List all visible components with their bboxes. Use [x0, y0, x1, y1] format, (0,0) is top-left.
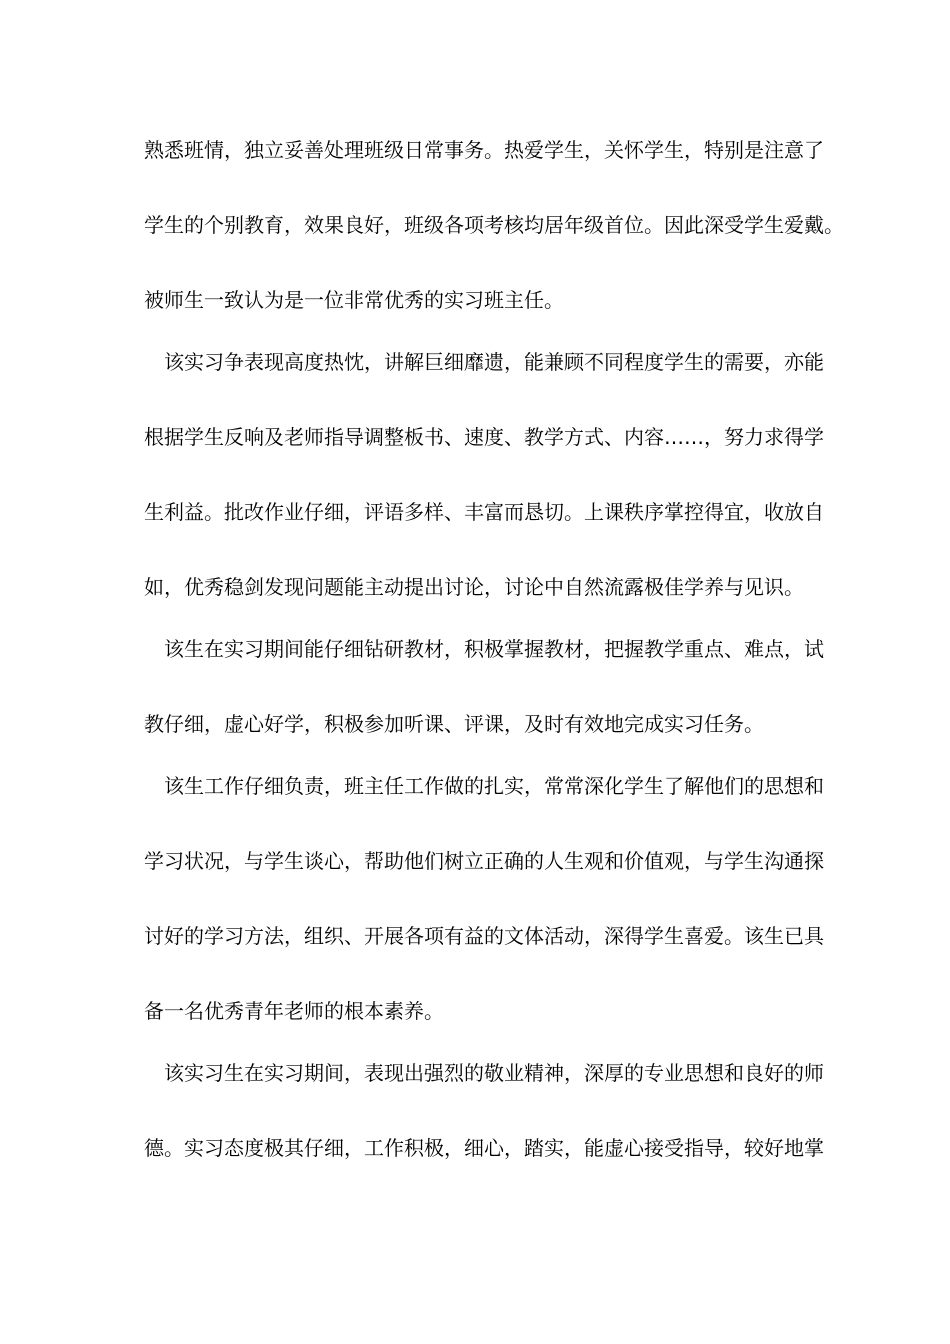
- text-line-5: 根据学生反响及老师指导调整板书、速度、教学方式、内容……，努力求得学: [144, 425, 824, 449]
- text-line-15: 德。实习态度极其仔细，工作积极，细心，踏实，能虚心接受指导，较好地掌: [144, 1136, 824, 1160]
- text-line-12: 讨好的学习方法，组织、开展各项有益的文体活动，深得学生喜爱。该生已具: [144, 924, 824, 948]
- text-line-2: 学生的个别教育，效果良好，班级各项考核均居年级首位。因此深受学生爱戴。: [144, 213, 844, 237]
- text-line-6: 生利益。批改作业仔细，评语多样、丰富而恳切。上课秩序掌控得宜，收放自: [144, 500, 824, 524]
- text-line-11: 学习状况，与学生谈心，帮助他们树立正确的人生观和价值观，与学生沟通探: [144, 849, 824, 873]
- paragraph-start-line-3: 该生工作仔细负责，班主任工作做的扎实，常常深化学生了解他们的思想和: [164, 774, 824, 798]
- text-line-13: 备一名优秀青年老师的根本素养。: [144, 999, 444, 1023]
- paragraph-start-line-1: 该实习争表现高度热忱，讲解巨细靡遗，能兼顾不同程度学生的需要，亦能: [164, 350, 824, 374]
- paragraph-start-line-2: 该生在实习期间能仔细钻研教材，积极掌握教材，把握教学重点、难点，试: [164, 637, 824, 661]
- paragraph-start-line-4: 该实习生在实习期间，表现出强烈的敬业精神，深厚的专业思想和良好的师: [164, 1061, 824, 1085]
- text-line-9: 教仔细，虚心好学，积极参加听课、评课，及时有效地完成实习任务。: [144, 712, 764, 736]
- text-line-1: 熟悉班情，独立妥善处理班级日常事务。热爱学生，关怀学生，特别是注意了: [144, 138, 824, 162]
- text-line-7: 如，优秀稳剑发现问题能主动提出讨论，讨论中自然流露极佳学养与见识。: [144, 575, 804, 599]
- text-line-3: 被师生一致认为是一位非常优秀的实习班主任。: [144, 288, 564, 312]
